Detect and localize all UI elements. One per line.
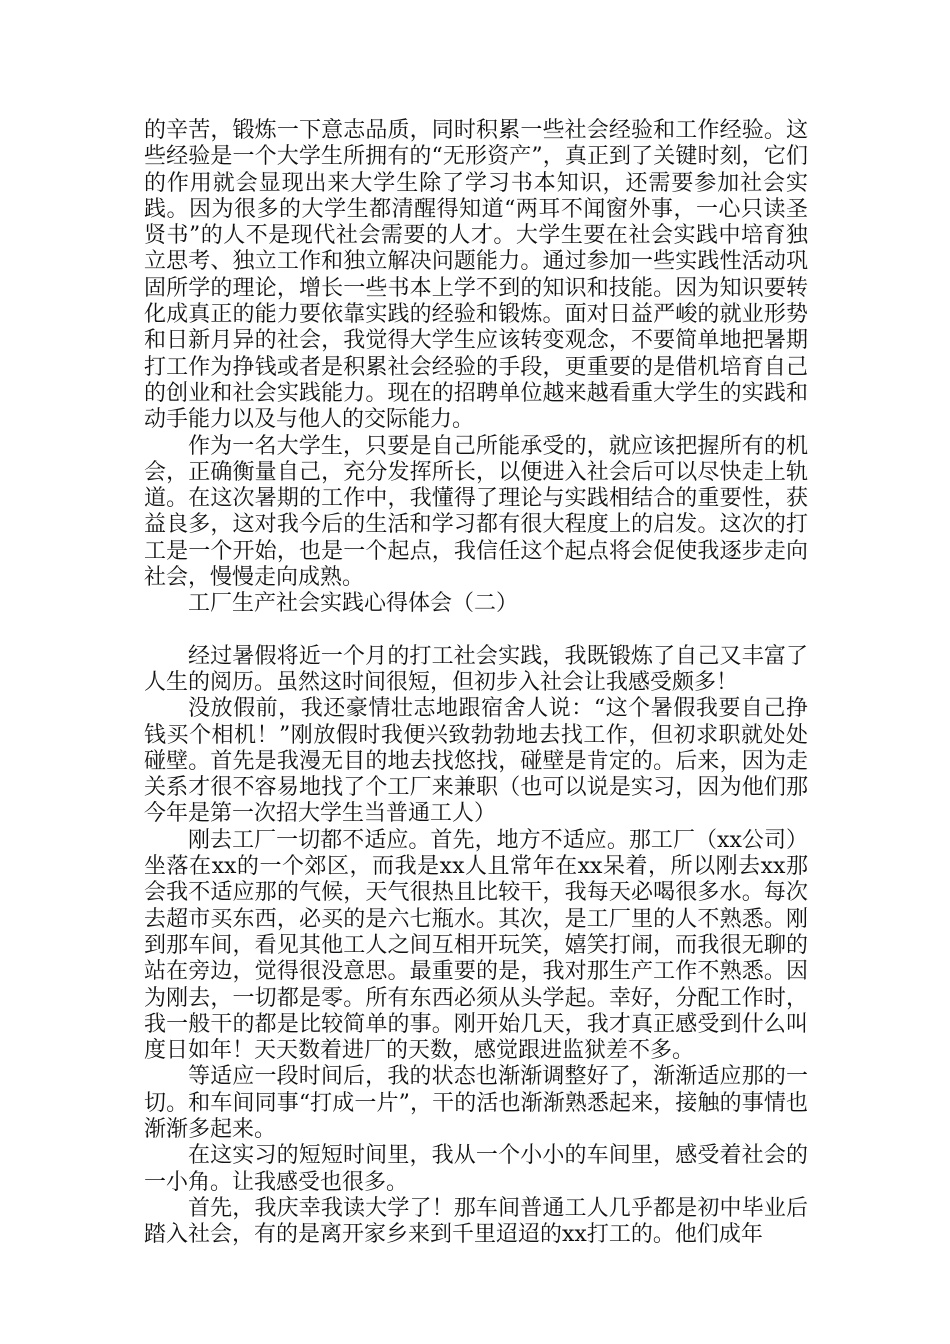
paragraph: 等适应一段时间后，我的状态也渐渐调整好了，渐渐适应那的一切。和车间同事“打成一片”，干的活也渐渐熟悉起来，接触的事情也渐渐多起来。 <box>144 1064 808 1142</box>
paragraph: 刚去工厂一切都不适应。首先，地方不适应。那工厂（xx公司）坐落在xx的一个郊区，而我是xx人且常年在xx呆着，所以刚去xx那会我不适应那的气候，天气很热且比较干，我每天必喝很多水。每次去超市买东西，必买的是六七瓶水。其次，是工厂里的人不熟悉。刚到那车间，看见其他工人之间互相开玩笑，嬉笑打闹，而我很无聊的站在旁边，觉得很没意思。最重要的是，我对那生产工作不熟悉。因为刚去，一切都是零。所有东西必须从头学起。幸好，分配工作时，我一般干的都是比较简单的事。刚开始几天，我才真正感受到什么叫度日如年！天天数着进厂的天数，感觉跟进监狱差不多。 <box>144 827 808 1064</box>
paragraph: 首先，我庆幸我读大学了！那车间普通工人几乎都是初中毕业后踏入社会，有的是离开家乡来到千里迢迢的xx打工的。他们成年 <box>144 1195 808 1248</box>
blank-line <box>144 618 808 644</box>
paragraph-continued: 的辛苦，锻炼一下意志品质，同时积累一些社会经验和工作经验。这些经验是一个大学生所拥有的“无形资产”，真正到了关键时刻，它们的作用就会显现出来大学生除了学习书本知识，还需要参加社会实践。因为很多的大学生都清醒得知道“两耳不闻窗外事，一心只读圣贤书”的人不是现代社会需要的人才。大学生要在社会实践中培育独立思考、独立工作和独立解决问题能力。通过参加一些实践性活动巩固所学的理论，增长一些书本上学不到的知识和技能。因为知识要转化成真正的能力要依靠实践的经验和锻炼。面对日益严峻的就业形势和日新月异的社会，我觉得大学生应该转变观念，不要简单地把暑期打工作为挣钱或者是积累社会经验的手段，更重要的是借机培育自己的创业和社会实践能力。现在的招聘单位越来越看重大学生的实践和动手能力以及与他人的交际能力。 <box>144 118 808 433</box>
document-page <box>144 118 808 1248</box>
paragraph: 在这实习的短短时间里，我从一个小小的车间里，感受着社会的一小角。让我感受也很多。 <box>144 1143 808 1195</box>
paragraph: 经过暑假将近一个月的打工社会实践，我既锻炼了自己又丰富了人生的阅历。虽然这时间很短，但初步入社会让我感受颇多！ <box>144 643 808 695</box>
section-title: 工厂生产社会实践心得体会（二） <box>188 591 519 617</box>
paragraph: 没放假前，我还豪情壮志地跟宿舍人说：“这个暑假我要自己挣钱买个相机！”刚放假时我便兴致勃勃地去找工作，但初求职就处处碰壁。首先是我漫无目的地去找悠找，碰壁是肯定的。后来，因为走关系才很不容易地找了个工厂来兼职（也可以说是实习，因为他们那今年是第一次招大学生当普通工人） <box>144 696 808 827</box>
paragraph: 作为一名大学生，只要是自己所能承受的，就应该把握所有的机会，正确衡量自己，充分发挥所长，以便进入社会后可以尽快走上轨道。在这次暑期的工作中，我懂得了理论与实践相结合的重要性，获益良多，这对我今后的生活和学习都有很大程度上的启发。这次的打工是一个开始，也是一个起点，我信任这个起点将会促使我逐步走向社会，慢慢走向成熟。 <box>144 433 808 591</box>
